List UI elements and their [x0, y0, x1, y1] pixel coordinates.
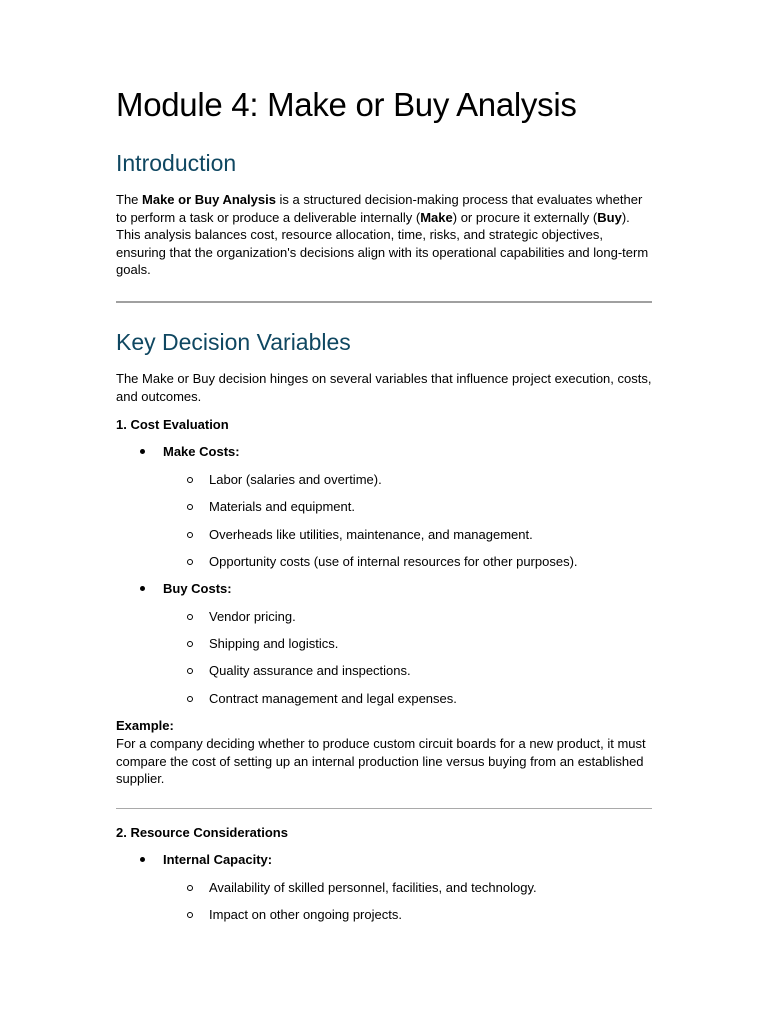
intro-text-4: ). This analysis balances cost, resource allocation, time, risks, and strategic objectives, ensuring that the organization's decisions align with its operational capabilities and long-term goals. [116, 209, 649, 278]
bullet-circle-icon [187, 668, 193, 674]
bullet-circle-icon [187, 641, 193, 647]
list-item-text: Labor (salaries and overtime). [209, 472, 382, 487]
intro-text-1: The [116, 192, 143, 207]
intro-text-2: is a structured decision-making process that evaluates whether to perform a task or produce a deliverable internally ( [116, 192, 643, 225]
list-item-text: Overheads like utilities, maintenance, and management. [209, 527, 533, 542]
bullet-circle-icon [187, 532, 193, 538]
intro-paragraph [116, 191, 652, 279]
resource-considerations-heading: 2. Resource Considerations [116, 825, 288, 840]
bullet-dot-icon [140, 449, 145, 454]
bullet-circle-icon [187, 885, 193, 891]
internal-capacity-label: Internal Capacity: [163, 852, 273, 867]
key-variables-lead: The Make or Buy decision hinges on several variables that influence project execution, costs, and outcomes. [116, 371, 652, 404]
section-divider [116, 808, 652, 809]
bullet-circle-icon [187, 504, 193, 510]
example-label: Example: [116, 718, 174, 733]
bullet-circle-icon [187, 696, 193, 702]
intro-text-3: ) or procure it externally ( [452, 209, 598, 225]
bullet-circle-icon [187, 559, 193, 565]
section-divider [116, 301, 652, 303]
list-item-text: Vendor pricing. [209, 609, 296, 624]
bullet-dot-icon [140, 857, 145, 862]
intro-heading: Introduction [116, 150, 237, 176]
list-item-text: Contract management and legal expenses. [209, 691, 457, 706]
buy-costs-label: Buy Costs: [163, 581, 232, 596]
list-item-text: Opportunity costs (use of internal resources for other purposes). [209, 554, 578, 569]
intro-bold-buy: Buy [597, 209, 622, 225]
bullet-dot-icon [140, 586, 145, 591]
list-item-text: Materials and equipment. [209, 499, 355, 514]
page-title: Module 4: Make or Buy Analysis [116, 86, 577, 123]
key-variables-heading: Key Decision Variables [116, 329, 351, 355]
bullet-circle-icon [187, 614, 193, 620]
list-item-text: Quality assurance and inspections. [209, 663, 411, 678]
intro-bold-term: Make or Buy Analysis [142, 192, 276, 207]
example-paragraph: For a company deciding whether to produce custom circuit boards for a new product, it must compare the cost of setting up an internal production line versus buying from an established supplier. [116, 736, 646, 787]
bullet-circle-icon [187, 912, 193, 918]
intro-bold-make: Make [420, 209, 453, 225]
list-item-text: Availability of skilled personnel, facilities, and technology. [209, 880, 537, 895]
cost-evaluation-heading: 1. Cost Evaluation [116, 417, 229, 432]
list-item-text: Impact on other ongoing projects. [209, 907, 402, 922]
make-costs-label: Make Costs: [163, 444, 240, 459]
bullet-circle-icon [187, 477, 193, 483]
list-item-text: Shipping and logistics. [209, 636, 339, 651]
